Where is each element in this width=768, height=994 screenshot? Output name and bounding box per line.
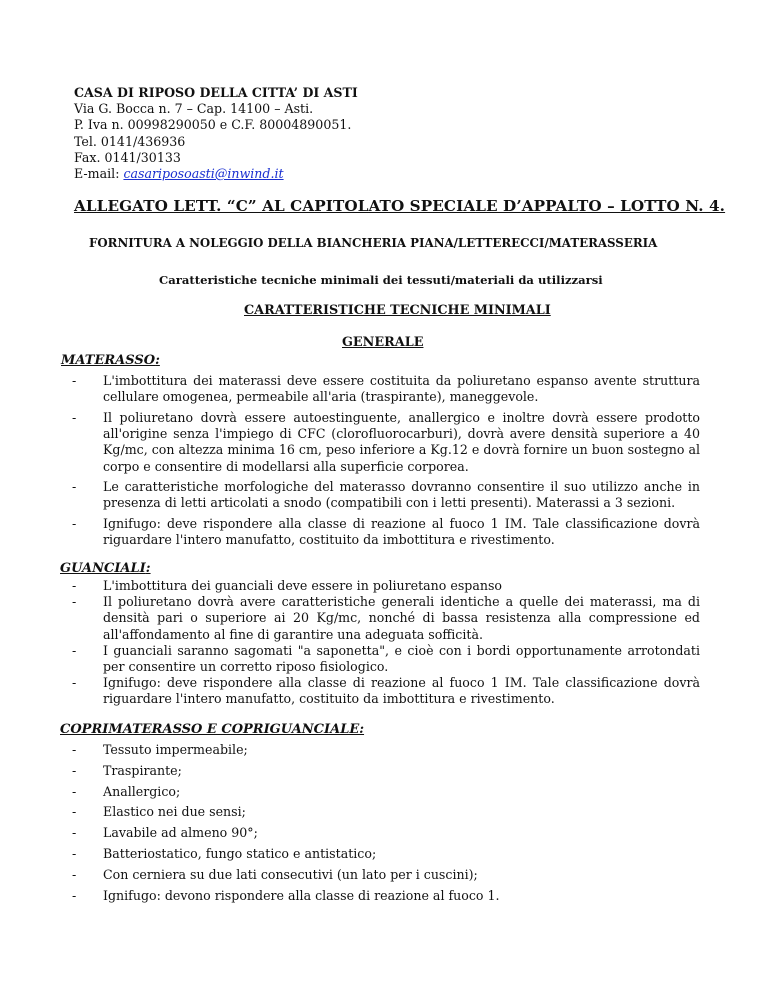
fax-line: Fax. 0141/30133 — [74, 149, 181, 165]
list-item: - Lavabile ad almeno 90°; — [60, 823, 700, 844]
vat-line: P. Iva n. 00998290050 e C.F. 80004890051. — [74, 117, 352, 133]
list-item: - Con cerniera su due lati consecutivi (un lato per i cuscini); — [60, 865, 700, 886]
technical-characteristics-heading: CARATTERISTICHE TECNICHE MINIMALI — [244, 303, 551, 318]
list-item: - Traspirante; — [60, 761, 700, 782]
list-item: - Elastico nei due sensi; — [60, 802, 700, 823]
list-item: - Anallergico; — [60, 782, 700, 803]
phone-line: Tel. 0141/436936 — [74, 133, 186, 149]
list-item: - Ignifugo: devono rispondere alla classe di reazione al fuoco 1. — [60, 886, 700, 907]
list-item: - I guanciali saranno sagomati "a saponetta", e cioè con i bordi opportunamente arrotondati per consentire un corretto riposo fisiologico. — [60, 643, 700, 675]
address-line: Via G. Bocca n. 7 – Cap. 14100 – Asti. — [74, 101, 314, 117]
list-item: - Il poliuretano dovrà essere autoestinguente, anallergico e inoltre dovrà essere prodotto all'origine senza l'impiego di CFC (clorofluorocarburi), dovrà avere densità superiore a 40 Kg/mc, con altezza minima 16 cm, peso inferiore a Kg.12 e dovrà fornire un buon sostegno al corpo e consentire di modellarsi alla superficie corporea. — [60, 410, 700, 475]
coprimaterasso-list — [60, 740, 700, 906]
list-item: - Batteriostatico, fungo statico e antistatico; — [60, 844, 700, 865]
section-title-guanciali: GUANCIALI: — [60, 561, 151, 576]
list-item: - Tessuto impermeabile; — [60, 740, 700, 761]
subtitle-minimal-characteristics: Caratteristiche tecniche minimali dei tessuti/materiali da utilizzarsi — [159, 273, 603, 287]
list-item: - Ignifugo: deve rispondere alla classe di reazione al fuoco 1 IM. Tale classificazione dovrà riguardare l'intero manufatto, costituito da imbottitura e rivestimento. — [60, 516, 700, 548]
list-item: - Il poliuretano dovrà avere caratteristiche generali identiche a quelle dei materassi, ma di densità pari o superiore ai 20 Kg/mc, nonché di bassa resistenza alla compressione ed all'affondamento al fine di garantire una adeguata sofficità. — [60, 594, 700, 643]
email-link[interactable]: casariposoasti@inwind.it — [123, 166, 284, 182]
email-label: E-mail: — [74, 166, 124, 182]
organization-name: CASA DI RIPOSO DELLA CITTA’ DI ASTI — [74, 85, 358, 100]
letterhead — [74, 85, 358, 182]
materasso-list — [60, 373, 700, 553]
section-title-coprimaterasso: COPRIMATERASSO E COPRIGUANCIALE: — [60, 722, 365, 737]
list-item: - L'imbottitura dei guanciali deve essere in poliuretano espanso — [60, 578, 700, 594]
general-heading: GENERALE — [342, 335, 424, 350]
guanciali-list — [60, 578, 700, 708]
attachment-title: ALLEGATO LETT. “C” AL CAPITOLATO SPECIALE D’APPALTO – LOTTO N. 4. — [74, 197, 726, 215]
email-line — [74, 166, 358, 182]
supply-heading: FORNITURA A NOLEGGIO DELLA BIANCHERIA PIANA/LETTERECCI/MATERASSERIA — [89, 236, 658, 250]
list-item: - L'imbottitura dei materassi deve essere costituita da poliuretano espanso avente struttura cellulare omogenea, permeabile all'aria (traspirante), maneggevole. — [60, 373, 700, 405]
list-item: - Ignifugo: deve rispondere alla classe di reazione al fuoco 1 IM. Tale classificazione dovrà riguardare l'intero manufatto, costituito da imbottitura e rivestimento. — [60, 675, 700, 707]
list-item: - Le caratteristiche morfologiche del materasso dovranno consentire il suo utilizzo anche in presenza di letti articolati a snodo (compatibili con i letti presenti). Materassi a 3 sezioni. — [60, 479, 700, 511]
section-title-materasso: MATERASSO: — [61, 353, 160, 368]
